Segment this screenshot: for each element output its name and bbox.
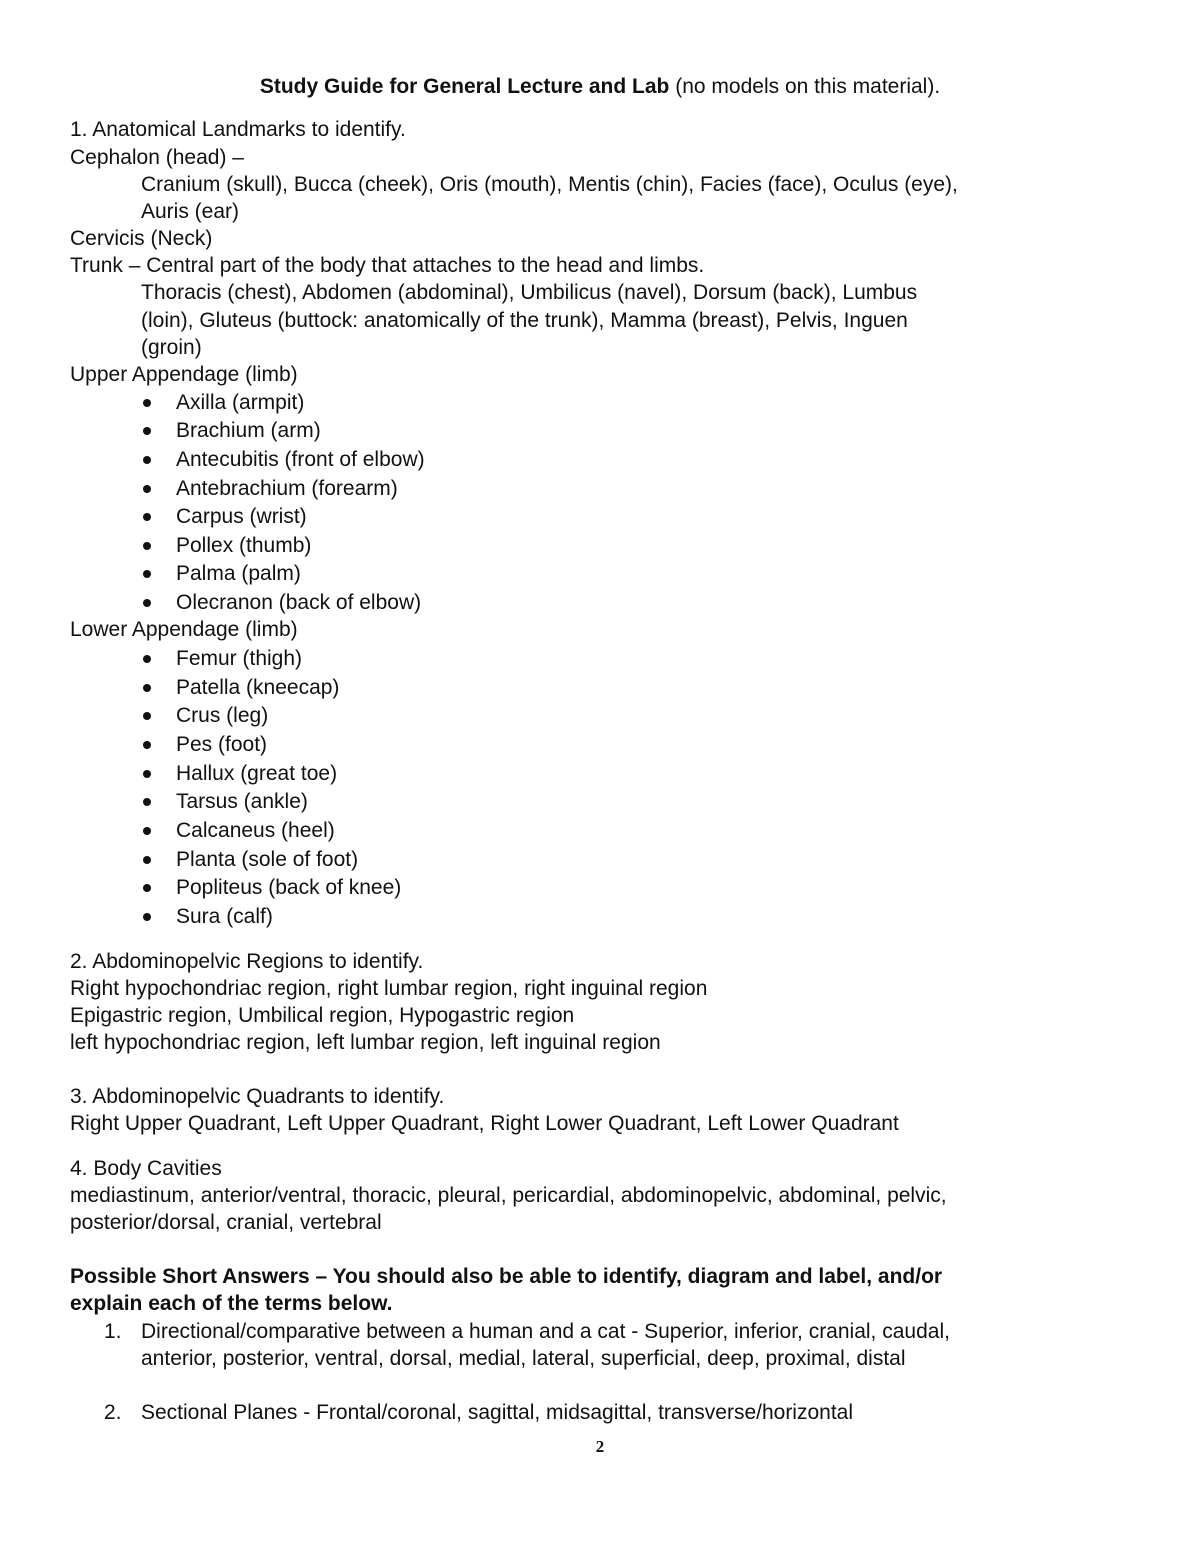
cervicis-label: Cervicis (Neck) xyxy=(70,227,213,250)
section3-heading: 3. Abdominopelvic Quadrants to identify. xyxy=(70,1085,445,1108)
cephalon-label: Cephalon (head) – xyxy=(70,146,244,169)
bullet-icon xyxy=(143,827,151,835)
numbered-item-line1: Sectional Planes - Frontal/coronal, sagittal, midsagittal, transverse/horizontal xyxy=(141,1401,854,1424)
section2-heading: 2. Abdominopelvic Regions to identify. xyxy=(70,950,424,973)
cavities-line2: posterior/dorsal, cranial, vertebral xyxy=(70,1211,382,1234)
cavities-line1: mediastinum, anterior/ventral, thoracic, pleural, pericardial, abdominopelvic, abdominal, pelvic, xyxy=(70,1184,947,1207)
title-bold: Study Guide for General Lecture and Lab xyxy=(259,75,670,98)
title-note: (no models on this material). xyxy=(669,75,941,98)
cephalon-terms-line2: Auris (ear) xyxy=(141,200,240,223)
page-number: 2 xyxy=(595,1437,605,1456)
bullet-icon xyxy=(143,741,151,749)
numbered-item-line1: Directional/comparative between a human and a cat - Superior, inferior, cranial, caudal, xyxy=(141,1320,950,1343)
section4-heading: 4. Body Cavities xyxy=(70,1157,222,1180)
bullet-icon xyxy=(143,542,151,550)
numbered-item-line2: anterior, posterior, ventral, dorsal, medial, lateral, superficial, deep, proximal, distal xyxy=(141,1347,906,1370)
bullet-icon xyxy=(143,599,151,607)
bullet-icon xyxy=(143,456,151,464)
bullet-icon xyxy=(143,427,151,435)
bullet-icon xyxy=(143,570,151,578)
bullet-icon xyxy=(143,712,151,720)
lower-appendage-label: Lower Appendage (limb) xyxy=(70,618,298,641)
bullet-icon xyxy=(143,485,151,493)
upper-appendage-label: Upper Appendage (limb) xyxy=(70,363,298,386)
page-title xyxy=(0,73,1200,100)
trunk-terms-line1: Thoracis (chest), Abdomen (abdominal), Umbilicus (navel), Dorsum (back), Lumbus xyxy=(141,281,918,304)
trunk-terms-line2: (loin), Gluteus (buttock: anatomically of the trunk), Mamma (breast), Pelvis, Inguen xyxy=(141,309,908,332)
numbered-item-number: 1. xyxy=(104,1320,122,1343)
bullet-icon xyxy=(143,798,151,806)
quadrants-line1: Right Upper Quadrant, Left Upper Quadrant, Right Lower Quadrant, Left Lower Quadrant xyxy=(70,1112,899,1135)
short-answers-heading-line1: Possible Short Answers – You should also be able to identify, diagram and label, and/or xyxy=(70,1265,943,1288)
bullet-icon xyxy=(143,513,151,521)
cephalon-terms-line1: Cranium (skull), Bucca (cheek), Oris (mouth), Mentis (chin), Facies (face), Oculus (eye), xyxy=(141,173,958,196)
section1-heading: 1. Anatomical Landmarks to identify. xyxy=(70,118,406,141)
regions-line1: Right hypochondriac region, right lumbar region, right inguinal region xyxy=(70,977,708,1000)
bullet-icon xyxy=(143,856,151,864)
bullet-icon xyxy=(143,770,151,778)
regions-line2: Epigastric region, Umbilical region, Hypogastric region xyxy=(70,1004,575,1027)
bullet-icon xyxy=(143,884,151,892)
short-answers-heading-line2: explain each of the terms below. xyxy=(70,1292,393,1315)
trunk-terms-line3: (groin) xyxy=(141,336,202,359)
regions-line3: left hypochondriac region, left lumbar region, left inguinal region xyxy=(70,1031,661,1054)
trunk-label: Trunk – Central part of the body that attaches to the head and limbs. xyxy=(70,254,705,277)
bullet-icon xyxy=(143,399,151,407)
bullet-icon xyxy=(143,913,151,921)
bullet-icon xyxy=(143,655,151,663)
document-page: Study Guide for General Lecture and Lab (no models on this material). 1. Anatomical Landmarks to identify. Cephalon (head) – Cranium (skull), Bucca (cheek), Oris (mouth), Mentis (chin), Facies (face), Oculus (eye), Auris (ear) Cervicis (Neck) Trunk – Central part of the body that attaches to the head and limbs. Thoracis (chest), Abdomen (abdominal), Umbilicus (navel), Dorsum (back), Lumbus (loin), Gluteus (buttock: anatomically of the trunk), Mamma (breast), Pelvis, Inguen (groin) Upper Appendage (limb) Axilla (armpit) Brachium (arm) Antecubitis (front of elbow) Antebrachium (forearm) Carpus (wrist) Pollex (thumb) Palma (palm) Olecranon (back of elbow) Lower Appendage (limb) Femur (thigh) Patella (kneecap) Crus (leg) Pes (foot) Hallux (great toe) Tarsus (ankle) Calcaneus (heel) Planta (sole of foot) Popliteus (back of knee) Sura (calf) 2. Abdominopelvic Regions to identify. Right hypochondriac region, right lumbar region, right inguinal region Epigastric region, Umbilical region, Hypogastric region left hypochondriac region, left lumbar region, left inguinal region 3. Abdominopelvic Quadrants to identify. Right Upper Quadrant, Left Upper Quadrant, Right Lower Quadrant, Left Lower Quadrant 4. Body Cavities mediastinum, anterior/ventral, thoracic, pleural, pericardial, abdominopelvic, abdominal, pelvic, posterior/dorsal, cranial, vertebral Possible Short Answers – You should also be able to identify, diagram and label, and/or explain each of the terms below. 1. Directional/comparative between a human and a cat - Superior, inferior, cranial, caudal, anterior, posterior, ventral, dorsal, medial, lateral, superficial, deep, proximal, distal 2. Sectional Planes - Frontal/coronal, sagittal, midsagittal, transverse/horizontal 2 xyxy=(0,0,1200,1553)
numbered-item-number: 2. xyxy=(104,1401,122,1424)
bullet-icon xyxy=(143,684,151,692)
